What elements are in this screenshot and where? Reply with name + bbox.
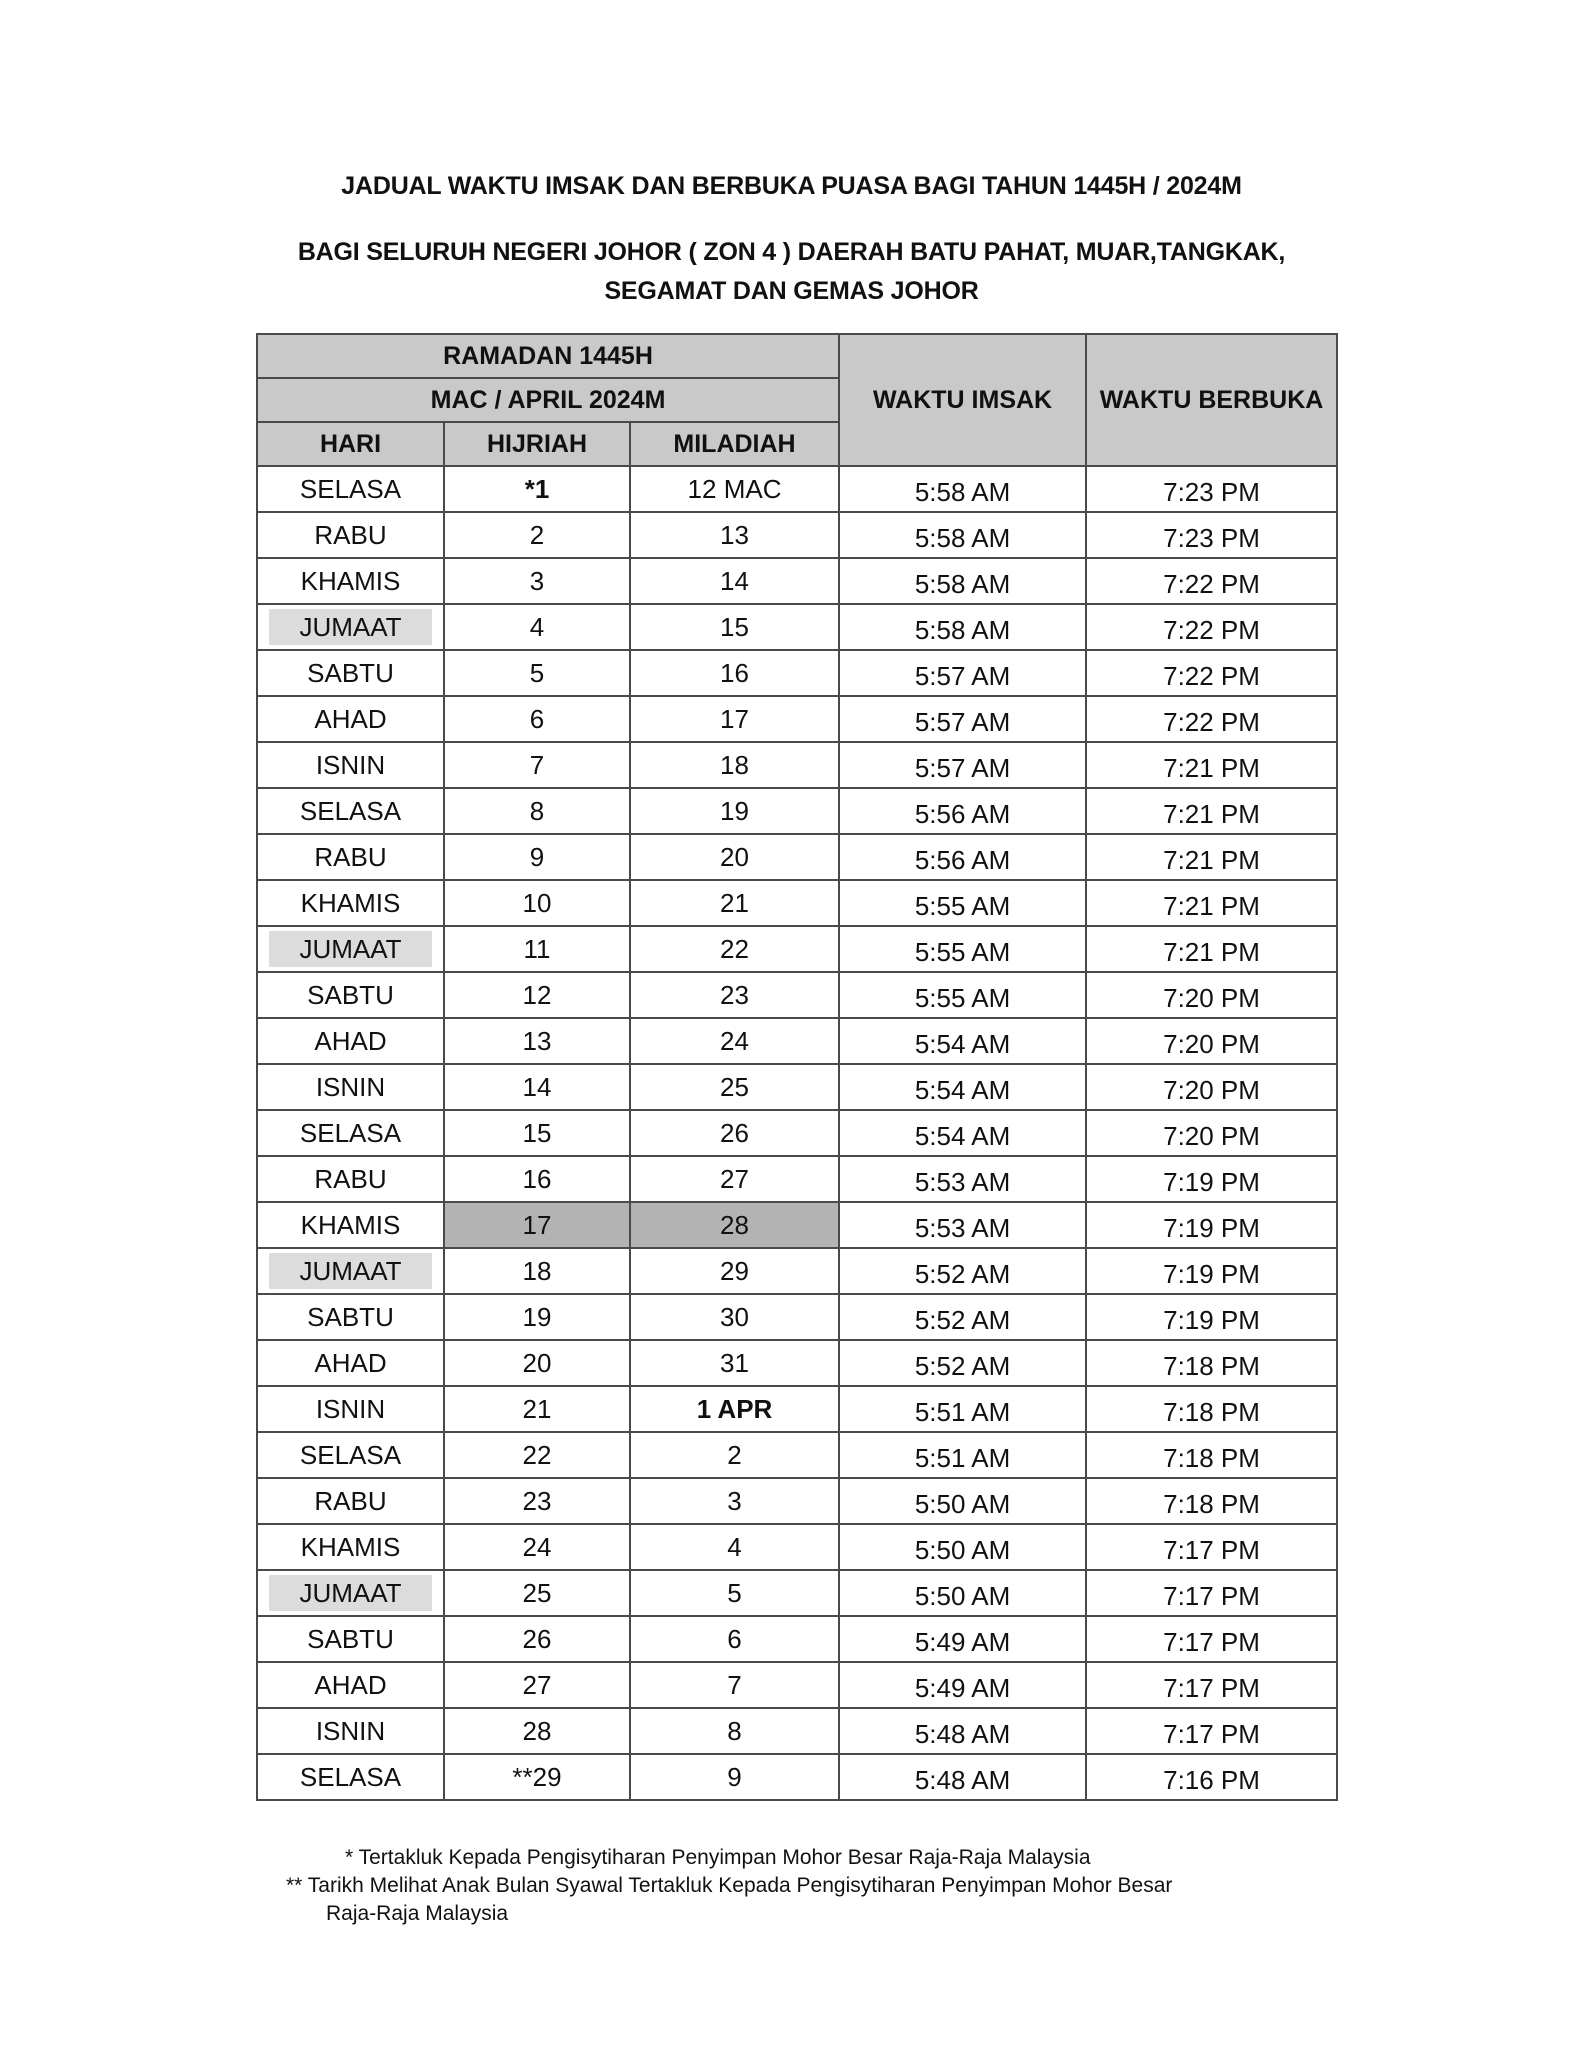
table-row [257,788,1337,834]
cell-imsak: 5:56 AM [839,788,1086,834]
cell-imsak: 5:55 AM [839,926,1086,972]
cell-berbuka: 7:23 PM [1086,466,1337,512]
cell-miladiah: 12 MAC [630,466,839,512]
cell-imsak: 5:54 AM [839,1064,1086,1110]
cell-hijriah: 13 [444,1018,630,1064]
table-row [257,834,1337,880]
cell-hijriah: 7 [444,742,630,788]
cell-imsak: 5:57 AM [839,742,1086,788]
cell-hari [257,1570,444,1616]
cell-hari: RABU [257,834,444,880]
table-row [257,1524,1337,1570]
table-row [257,1432,1337,1478]
cell-miladiah: 30 [630,1294,839,1340]
cell-berbuka: 7:18 PM [1086,1340,1337,1386]
cell-imsak: 5:57 AM [839,650,1086,696]
table-row [257,1478,1337,1524]
cell-imsak: 5:49 AM [839,1616,1086,1662]
table-row [257,972,1337,1018]
cell-berbuka: 7:22 PM [1086,558,1337,604]
cell-berbuka: 7:17 PM [1086,1662,1337,1708]
cell-imsak: 5:58 AM [839,604,1086,650]
cell-hari: SABTU [257,972,444,1018]
table-row [257,1340,1337,1386]
cell-miladiah: 24 [630,1018,839,1064]
header-month: MAC / APRIL 2024M [257,378,839,422]
header-miladiah: MILADIAH [630,422,839,466]
document-title: JADUAL WAKTU IMSAK DAN BERBUKA PUASA BAGI TAHUN 1445H / 2024M [341,172,1242,200]
cell-miladiah: 25 [630,1064,839,1110]
footnote-2-continued: Raja-Raja Malaysia [326,1902,509,1925]
cell-miladiah: 14 [630,558,839,604]
schedule-body [257,466,1337,1800]
cell-hijriah: 21 [444,1386,630,1432]
cell-miladiah: 5 [630,1570,839,1616]
cell-hijriah: 11 [444,926,630,972]
cell-imsak: 5:58 AM [839,558,1086,604]
cell-hari: SELASA [257,466,444,512]
cell-hijriah: 19 [444,1294,630,1340]
cell-miladiah: 20 [630,834,839,880]
cell-berbuka: 7:18 PM [1086,1386,1337,1432]
cell-imsak: 5:55 AM [839,972,1086,1018]
cell-hari: ISNIN [257,1386,444,1432]
cell-imsak: 5:50 AM [839,1478,1086,1524]
schedule-table [256,333,1338,1801]
cell-hijriah: 10 [444,880,630,926]
cell-imsak: 5:58 AM [839,512,1086,558]
cell-hijriah: 26 [444,1616,630,1662]
table-row [257,604,1337,650]
cell-hari: SELASA [257,1110,444,1156]
cell-berbuka: 7:19 PM [1086,1156,1337,1202]
table-row [257,1110,1337,1156]
cell-berbuka: 7:16 PM [1086,1754,1337,1800]
cell-miladiah: 2 [630,1432,839,1478]
cell-berbuka: 7:19 PM [1086,1202,1337,1248]
cell-hari: SELASA [257,1432,444,1478]
cell-berbuka: 7:19 PM [1086,1294,1337,1340]
cell-hari: AHAD [257,1340,444,1386]
cell-miladiah: 13 [630,512,839,558]
table-row [257,926,1337,972]
cell-hari [257,604,444,650]
cell-hari: SABTU [257,650,444,696]
cell-hijriah: 16 [444,1156,630,1202]
cell-hari: KHAMIS [257,558,444,604]
cell-hijriah: 22 [444,1432,630,1478]
cell-miladiah: 8 [630,1708,839,1754]
cell-berbuka: 7:21 PM [1086,742,1337,788]
table-row [257,1156,1337,1202]
footnote-2: ** Tarikh Melihat Anak Bulan Syawal Tertakluk Kepada Pengisytiharan Penyimpan Mohor Besar [286,1874,1173,1897]
cell-hari: KHAMIS [257,1202,444,1248]
cell-hari: AHAD [257,1662,444,1708]
cell-berbuka: 7:19 PM [1086,1248,1337,1294]
table-row [257,1202,1337,1248]
header-waktu-berbuka: WAKTU BERBUKA [1086,334,1337,466]
cell-berbuka: 7:18 PM [1086,1432,1337,1478]
cell-miladiah: 21 [630,880,839,926]
table-row [257,696,1337,742]
cell-hijriah: 24 [444,1524,630,1570]
cell-hijriah: 3 [444,558,630,604]
header-ramadan: RAMADAN 1445H [257,334,839,378]
cell-miladiah: 29 [630,1248,839,1294]
cell-hari: KHAMIS [257,1524,444,1570]
cell-berbuka: 7:22 PM [1086,696,1337,742]
cell-miladiah: 4 [630,1524,839,1570]
cell-hijriah: 9 [444,834,630,880]
cell-hijriah: 12 [444,972,630,1018]
cell-hijriah: 15 [444,1110,630,1156]
header-waktu-imsak: WAKTU IMSAK [839,334,1086,466]
table-row [257,650,1337,696]
cell-miladiah: 27 [630,1156,839,1202]
cell-hari: SABTU [257,1616,444,1662]
cell-hari [257,926,444,972]
cell-miladiah: 3 [630,1478,839,1524]
cell-imsak: 5:54 AM [839,1018,1086,1064]
cell-hijriah: 14 [444,1064,630,1110]
cell-miladiah: 9 [630,1754,839,1800]
table-row [257,512,1337,558]
table-row [257,880,1337,926]
cell-hijriah: 20 [444,1340,630,1386]
cell-hijriah: 2 [444,512,630,558]
cell-imsak: 5:51 AM [839,1386,1086,1432]
cell-imsak: 5:48 AM [839,1754,1086,1800]
table-row [257,1570,1337,1616]
cell-berbuka: 7:21 PM [1086,788,1337,834]
table-row [257,1248,1337,1294]
cell-miladiah: 26 [630,1110,839,1156]
table-row [257,1662,1337,1708]
cell-berbuka: 7:17 PM [1086,1708,1337,1754]
cell-hari: RABU [257,1478,444,1524]
cell-imsak: 5:57 AM [839,696,1086,742]
table-row [257,1386,1337,1432]
cell-hari: SELASA [257,1754,444,1800]
friday-highlight: JUMAAT [269,1253,432,1289]
cell-hari: SELASA [257,788,444,834]
cell-hijriah: 27 [444,1662,630,1708]
table-row [257,1708,1337,1754]
cell-imsak: 5:54 AM [839,1110,1086,1156]
cell-miladiah: 18 [630,742,839,788]
cell-berbuka: 7:20 PM [1086,1018,1337,1064]
cell-imsak: 5:52 AM [839,1340,1086,1386]
cell-imsak: 5:50 AM [839,1524,1086,1570]
cell-hijriah: 23 [444,1478,630,1524]
cell-hijriah: **29 [444,1754,630,1800]
table-row [257,742,1337,788]
cell-imsak: 5:52 AM [839,1294,1086,1340]
cell-hari: AHAD [257,1018,444,1064]
table-row [257,1754,1337,1800]
cell-berbuka: 7:22 PM [1086,650,1337,696]
cell-berbuka: 7:21 PM [1086,880,1337,926]
cell-berbuka: 7:21 PM [1086,834,1337,880]
header-hari: HARI [257,422,444,466]
cell-miladiah: 15 [630,604,839,650]
cell-hari: ISNIN [257,1708,444,1754]
table-row [257,1064,1337,1110]
cell-berbuka: 7:20 PM [1086,1110,1337,1156]
cell-hari: AHAD [257,696,444,742]
cell-hari: RABU [257,1156,444,1202]
cell-berbuka: 7:23 PM [1086,512,1337,558]
friday-highlight: JUMAAT [269,609,432,645]
cell-berbuka: 7:22 PM [1086,604,1337,650]
cell-imsak: 5:53 AM [839,1202,1086,1248]
cell-miladiah: 1 APR [630,1386,839,1432]
cell-miladiah: 31 [630,1340,839,1386]
cell-miladiah: 7 [630,1662,839,1708]
cell-miladiah: 17 [630,696,839,742]
header-hijriah: HIJRIAH [444,422,630,466]
cell-miladiah: 28 [630,1202,839,1248]
table-row [257,1018,1337,1064]
cell-hijriah: 5 [444,650,630,696]
cell-hijriah: *1 [444,466,630,512]
cell-imsak: 5:58 AM [839,466,1086,512]
cell-imsak: 5:48 AM [839,1708,1086,1754]
cell-miladiah: 16 [630,650,839,696]
cell-hari: KHAMIS [257,880,444,926]
cell-miladiah: 23 [630,972,839,1018]
cell-hijriah: 17 [444,1202,630,1248]
table-row [257,1294,1337,1340]
table-row [257,1616,1337,1662]
cell-berbuka: 7:20 PM [1086,1064,1337,1110]
cell-imsak: 5:52 AM [839,1248,1086,1294]
cell-imsak: 5:51 AM [839,1432,1086,1478]
friday-highlight: JUMAAT [269,1575,432,1611]
document-subtitle-line1: BAGI SELURUH NEGERI JOHOR ( ZON 4 ) DAERAH BATU PAHAT, MUAR,TANGKAK, [297,238,1286,266]
document-subtitle-line2: SEGAMAT DAN GEMAS JOHOR [604,277,979,305]
cell-hijriah: 28 [444,1708,630,1754]
cell-berbuka: 7:17 PM [1086,1570,1337,1616]
cell-hari [257,1248,444,1294]
cell-imsak: 5:53 AM [839,1156,1086,1202]
table-row [257,466,1337,512]
cell-hijriah: 18 [444,1248,630,1294]
cell-hari: RABU [257,512,444,558]
footnote-1: * Tertakluk Kepada Pengisytiharan Penyimpan Mohor Besar Raja-Raja Malaysia [345,1846,1091,1869]
table-row [257,558,1337,604]
cell-berbuka: 7:17 PM [1086,1616,1337,1662]
cell-imsak: 5:56 AM [839,834,1086,880]
cell-miladiah: 19 [630,788,839,834]
cell-miladiah: 22 [630,926,839,972]
friday-highlight: JUMAAT [269,931,432,967]
cell-hari: ISNIN [257,742,444,788]
cell-berbuka: 7:17 PM [1086,1524,1337,1570]
cell-miladiah: 6 [630,1616,839,1662]
cell-berbuka: 7:20 PM [1086,972,1337,1018]
cell-berbuka: 7:18 PM [1086,1478,1337,1524]
cell-hari: ISNIN [257,1064,444,1110]
cell-hijriah: 8 [444,788,630,834]
cell-imsak: 5:50 AM [839,1570,1086,1616]
cell-hijriah: 4 [444,604,630,650]
cell-berbuka: 7:21 PM [1086,926,1337,972]
cell-hari: SABTU [257,1294,444,1340]
cell-imsak: 5:49 AM [839,1662,1086,1708]
cell-hijriah: 6 [444,696,630,742]
cell-hijriah: 25 [444,1570,630,1616]
cell-imsak: 5:55 AM [839,880,1086,926]
